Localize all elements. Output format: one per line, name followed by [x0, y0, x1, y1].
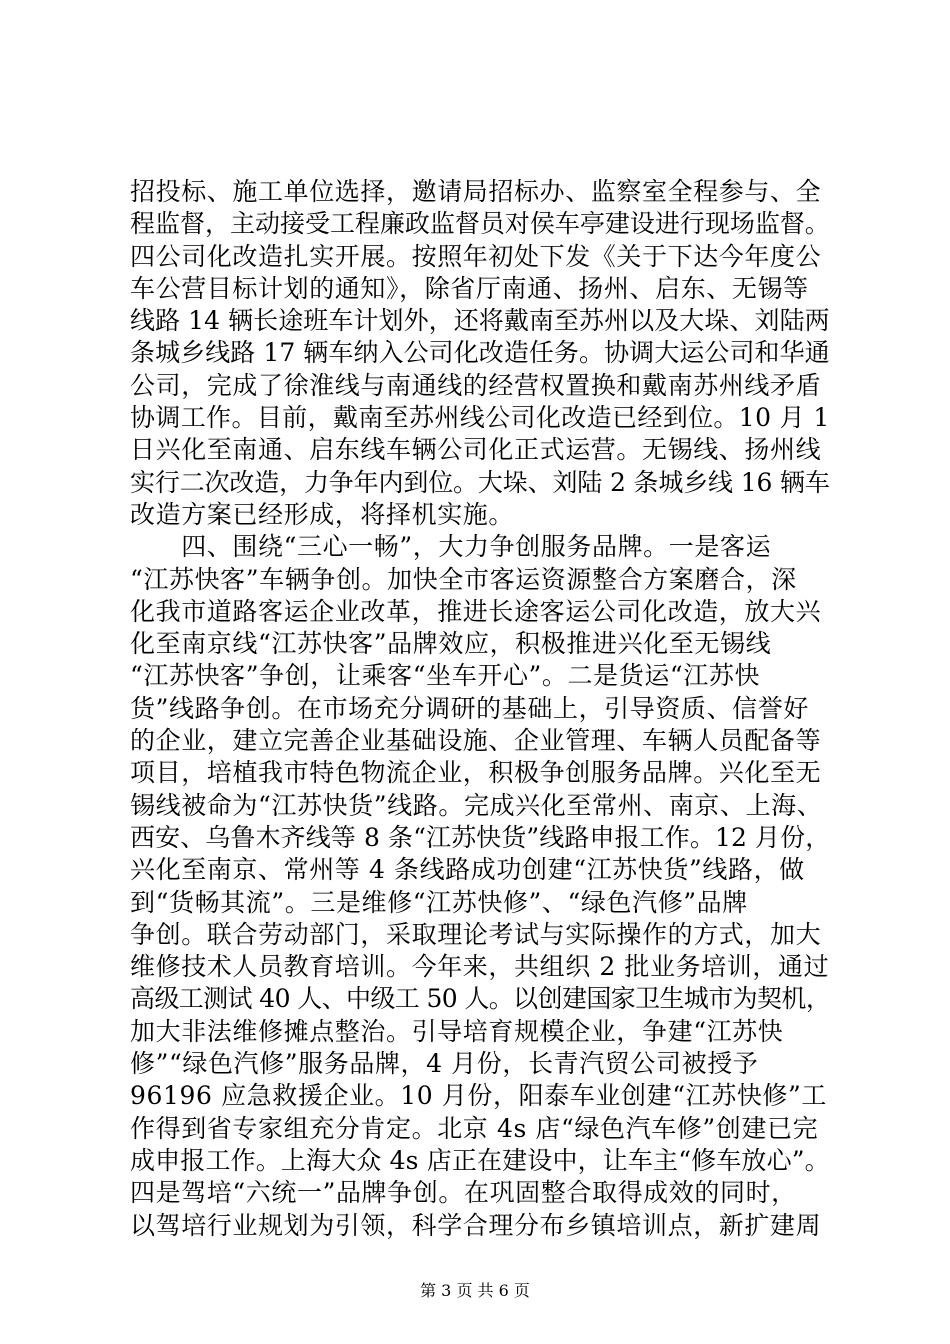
text-line: 日兴化至南通、启东线车辆公司化正式运营。无锡线、扬州线 [130, 435, 822, 465]
text-line: 化至南京线“江苏快客”品牌效应，积极推进兴化至无锡线 [130, 629, 772, 659]
text-line: 公司，完成了徐淮线与南通线的经营权置换和戴南苏州线矛盾 [130, 370, 822, 400]
text-line: 以驾培行业规划为引领，科学合理分布乡镇培训点，新扩建周 [130, 1210, 822, 1240]
text-line: 化我市道路客运企业改革，推进长途客运公司化改造，放大兴 [130, 596, 822, 626]
text-line: 车公营目标计划的通知》，除省厅南通、扬州、启东、无锡等 [130, 273, 809, 303]
text-line: 改造方案已经形成，将择机实施。 [130, 499, 515, 529]
text-line: 四是驾培“六统一”品牌争创。在巩固整合取得成效的同时， [130, 1178, 797, 1208]
text-line: 西安、乌鲁木齐线等 8 条“江苏快货”线路申报工作。12 月份， [130, 822, 831, 852]
text-line: 兴化至南京、常州等 4 条线路成功创建“江苏快货”线路，做 [130, 855, 805, 885]
text-line: 线路 14 辆长途班车计划外，还将戴南至苏州以及大垛、刘陆两 [130, 306, 830, 336]
text-line: 协调工作。目前，戴南至苏州线公司化改造已经到位。10 月 1 [130, 403, 830, 433]
body-text [130, 176, 830, 1242]
text-line: “江苏快客”争创，让乘客“坐车开心”。二是货运“江苏快 [130, 661, 761, 691]
text-line: 作得到省专家组充分肯定。北京 4s 店“绿色汽车修”创建已完 [130, 1113, 819, 1143]
text-line: 货”线路争创。在市场充分调研的基础上，引导资质、信誉好 [130, 693, 809, 723]
text-line: 项目，培植我市特色物流企业，积极争创服务品牌。兴化至无 [130, 758, 822, 788]
text-line: 四公司化改造扎实开展。按照年初处下发《关于下达今年度公 [130, 241, 822, 271]
text-line: 到“货畅其流”。三是维修“江苏快修”、“绿色汽修”品牌 [130, 887, 748, 917]
text-line: 条城乡线路 17 辆车纳入公司化改造任务。协调大运公司和华通 [130, 338, 830, 368]
text-line: 高级工测试 40 人、中级工 50 人。以创建国家卫生城市为契机， [130, 984, 831, 1014]
text-line: 实行二次改造，力争年内到位。大垛、刘陆 2 条城乡线 16 辆车 [130, 467, 830, 497]
page-number-footer: 第 3 页 共 6 页 [420, 1281, 530, 1300]
text-line: 四、围绕“三心一畅”，大力争创服务品牌。一是客运 [130, 532, 772, 562]
text-line: 锡线被命为“江苏快货”线路。完成兴化至常州、南京、上海、 [130, 790, 823, 820]
text-line: “江苏快客”车辆争创。加快全市客运资源整合方案磨合，深 [130, 564, 797, 594]
text-line: 的企业，建立完善企业基础设施、企业管理、车辆人员配备等 [130, 726, 822, 756]
text-line: 成申报工作。上海大众 4s 店正在建设中，让车主“修车放心”。 [130, 1145, 830, 1175]
text-line: 招投标、施工单位选择，邀请局招标办、监察室全程参与、全 [130, 177, 822, 206]
text-line: 修”“绿色汽修”服务品牌，4 月份，长青汽贸公司被授予 [130, 1049, 759, 1079]
text-line: 争创。联合劳动部门，采取理论考试与实际操作的方式，加大 [130, 919, 822, 949]
text-line: 维修技术人员教育培训。今年来，共组织 2 批业务培训，通过 [130, 952, 830, 982]
text-line: 程监督，主动接受工程廉政监督员对侯车亭建设进行现场监督。 [130, 209, 830, 239]
text-line: 加大非法维修摊点整治。引导培育规模企业，争建“江苏快 [130, 1016, 784, 1046]
text-line: 96196 应急救援企业。10 月份，阳泰车业创建“江苏快修”工 [130, 1081, 827, 1111]
